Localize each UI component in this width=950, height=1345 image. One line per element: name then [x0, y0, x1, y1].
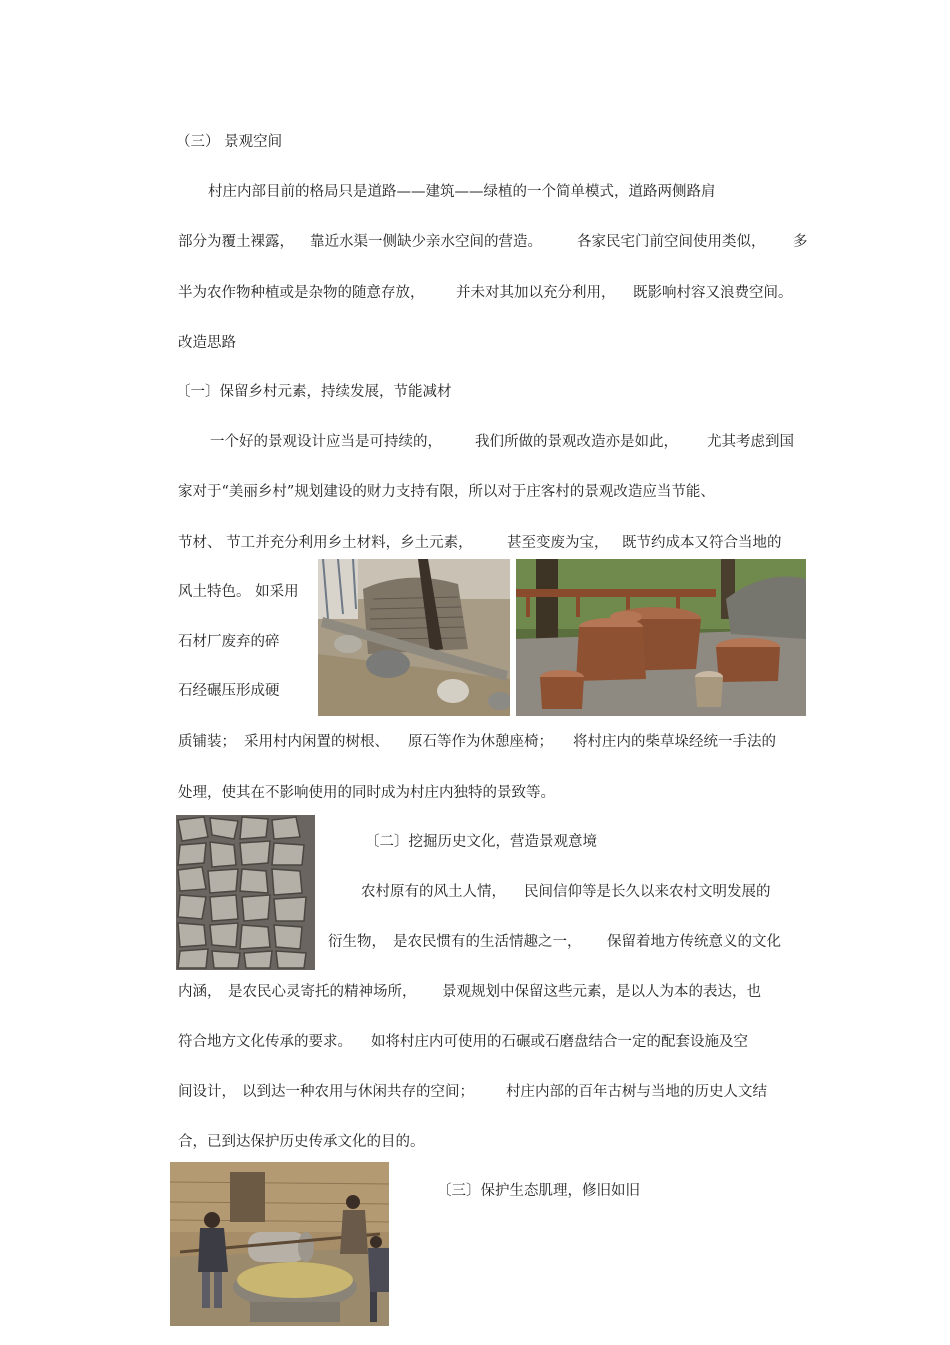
sub1-heading: 〔一〕保留乡村元素，持续发展，节能减材: [176, 384, 452, 400]
tree-stump-seats-photo: [516, 559, 806, 716]
para1-line3-a: 半为农作物种植或是杂物的随意存放，: [178, 285, 425, 301]
sub1-line3-c: 既节约成本又符合当地的: [622, 535, 782, 551]
sub2-line1-a: 农村原有的风土人情，: [361, 884, 506, 900]
sub2-line2-c: 保留着地方传统意义的文化: [607, 934, 781, 950]
para1-line2-c: 各家民宅门前空间使用类似，: [577, 234, 766, 250]
sub2-line5-a: 间设计，: [178, 1084, 236, 1100]
para1-line2-b: 靠近水渠一侧缺少亲水空间的营造。: [310, 234, 542, 250]
sub1-line4: 风土特色。 如采用: [178, 584, 299, 600]
stone-paving-photo: [176, 815, 315, 970]
sub1-line3-a: 节材、 节工并充分利用乡土材料，乡土元素，: [178, 535, 473, 551]
sub1-line1-c: 尤其考虑到国: [707, 434, 794, 450]
sub1-line7-d: 将村庄内的柴草垛经统一手法的: [573, 734, 776, 750]
para1-line3-c: 既影响村容又浪费空间。: [633, 285, 793, 301]
sub2-line4-a: 符合地方文化传承的要求。: [178, 1034, 352, 1050]
para1-line2-d: 多: [793, 234, 808, 250]
sub1-line1-b: 我们所做的景观改造亦是如此，: [475, 434, 678, 450]
sub1-line7-b: 采用村内闲置的树根、: [244, 734, 389, 750]
sub1-line7-c: 原石等作为休憩座椅；: [408, 734, 553, 750]
sub1-line1-a: 一个好的景观设计应当是可持续的，: [210, 434, 442, 450]
sub2-line3-b: 是农民心灵寄托的精神场所，: [228, 984, 417, 1000]
sub1-line5: 石材厂废弃的碎: [178, 634, 280, 650]
para1-line2-a: 部分为覆土裸露，: [178, 234, 294, 250]
section-heading: （三） 景观空间: [176, 134, 283, 150]
sub2-line4-b: 如将村庄内可使用的石碾或石磨盘结合一定的配套设施及空: [371, 1034, 748, 1050]
sub1-line8: 处理，使其在不影响使用的同时成为村庄内独特的景致等。: [178, 785, 555, 801]
para1-line3-b: 并未对其加以充分利用，: [456, 285, 616, 301]
stone-mill-photo: [170, 1162, 389, 1326]
sub1-line3-b: 甚至变废为宝，: [507, 535, 609, 551]
sub1-line7-a: 质铺装；: [178, 734, 236, 750]
sub2-line2-b: 是农民惯有的生活情趣之一，: [393, 934, 582, 950]
sub2-heading: 〔二〕挖掘历史文化，营造景观意境: [365, 834, 597, 850]
sub2-line2-a: 衍生物，: [328, 934, 386, 950]
sub2-line3-c: 景观规划中保留这些元素，是以人为本的表达，也: [442, 984, 761, 1000]
approach-heading: 改造思路: [178, 335, 236, 351]
sub2-line6: 合，已到达保护历史传承文化的目的。: [178, 1134, 425, 1150]
sub2-line5-c: 村庄内部的百年古树与当地的历史人文结: [506, 1084, 767, 1100]
sub2-line1-b: 民间信仰等是长久以来农村文明发展的: [524, 884, 771, 900]
sub1-line2: 家对于“美丽乡村”规划建设的财力支持有限，所以对于庄客村的景观改造应当节能、: [178, 484, 715, 500]
sub1-line6: 石经碾压形成硬: [178, 683, 280, 699]
stone-wall-photo: [318, 559, 510, 716]
para1-line1: 村庄内部目前的格局只是道路——建筑——绿植的一个简单模式，道路两侧路肩: [208, 184, 716, 200]
sub2-line3-a: 内涵，: [178, 984, 222, 1000]
sub3-heading: 〔三〕保护生态肌理，修旧如旧: [437, 1183, 640, 1199]
sub2-line5-b: 以到达一种农用与休闲共存的空间；: [242, 1084, 474, 1100]
